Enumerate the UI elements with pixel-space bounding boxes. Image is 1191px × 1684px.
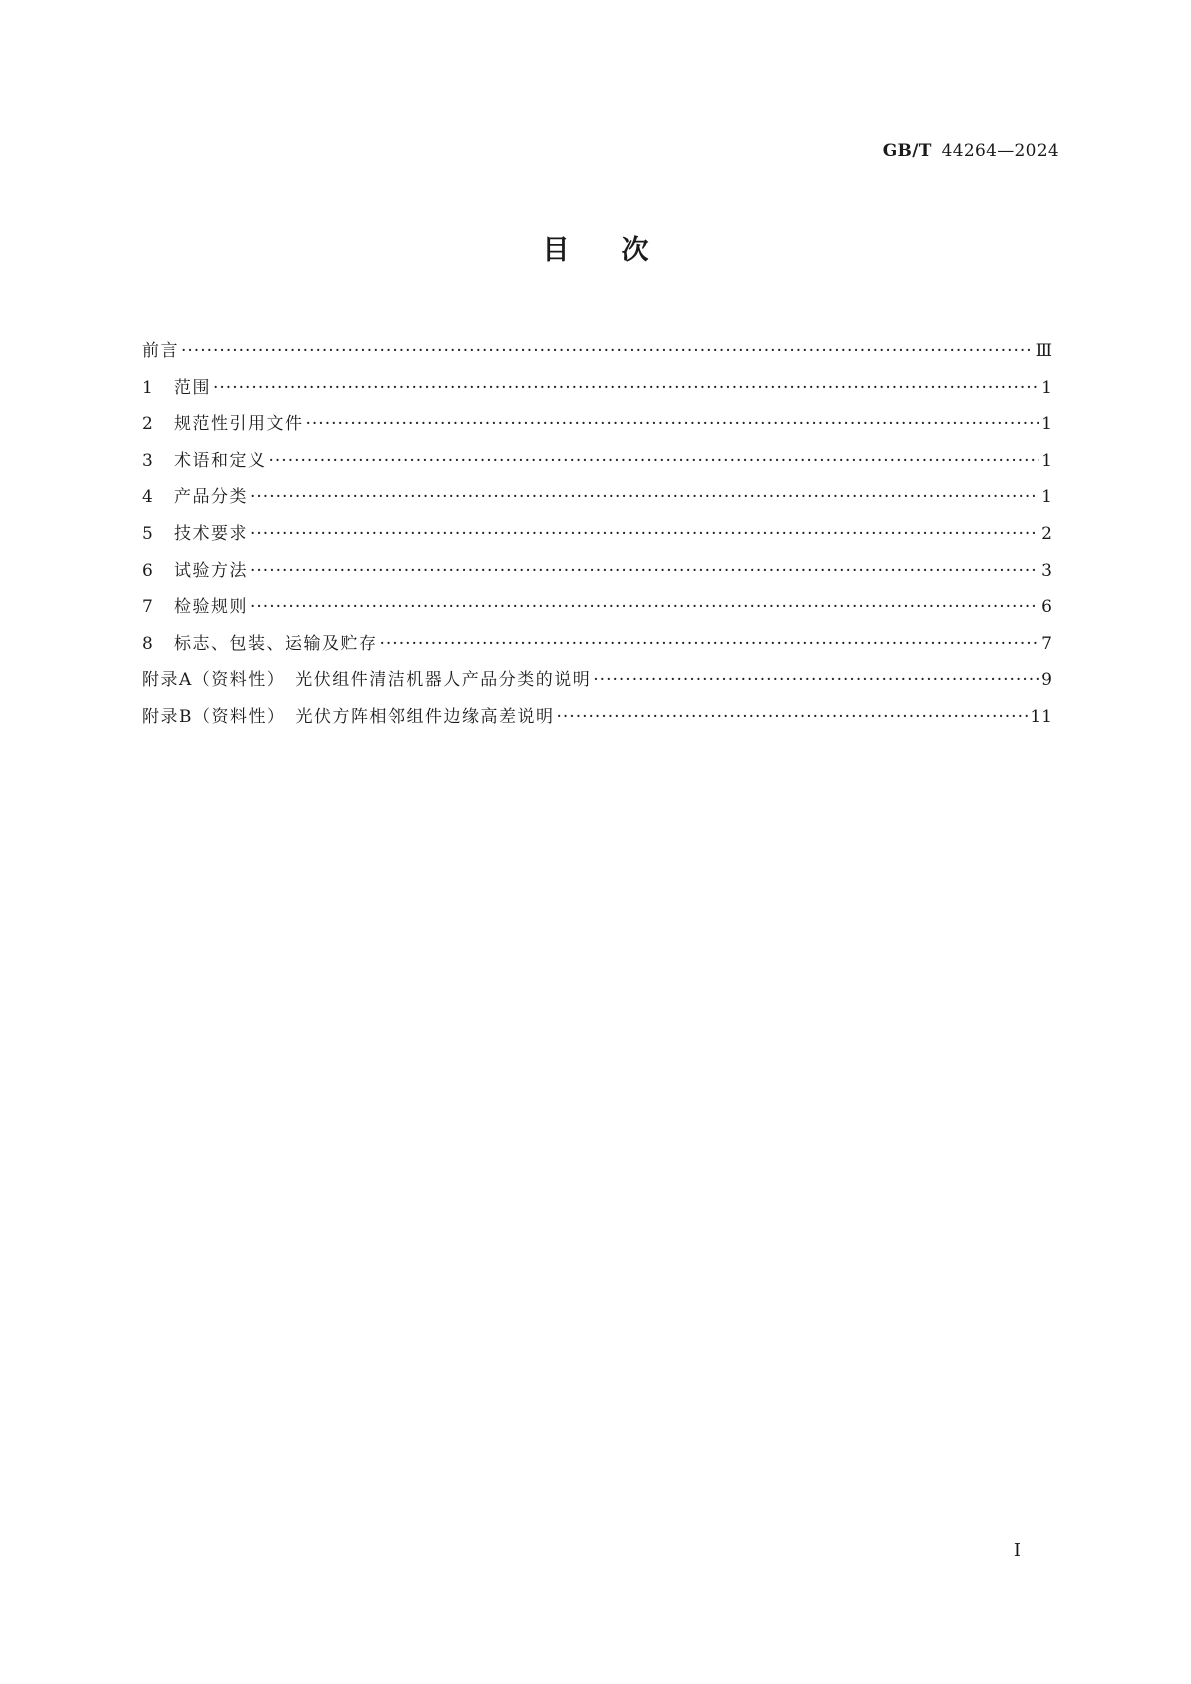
page-title: 目次 — [542, 235, 701, 266]
toc-leader-dots — [306, 414, 1040, 434]
toc-label: 规范性引用文件 — [174, 414, 304, 435]
toc-label: 术语和定义 — [174, 450, 267, 471]
toc-label: 附录A（资料性） 光伏组件清洁机器人产品分类的说明 — [142, 670, 592, 691]
toc-section-number: 7 — [142, 597, 155, 618]
toc-entry-6[interactable] — [142, 556, 1052, 593]
standard-code — [883, 141, 1059, 161]
toc-section-number: 3 — [142, 450, 155, 471]
standard-prefix: GB/T — [882, 141, 932, 161]
toc-label: 技术要求 — [174, 523, 248, 544]
toc-label: 标志、包装、运输及贮存 — [174, 633, 378, 654]
toc-page-number: 7 — [1041, 633, 1052, 654]
toc-page-number: 6 — [1041, 597, 1052, 618]
toc-page-number: 1 — [1041, 414, 1052, 435]
toc-entry-2[interactable] — [142, 409, 1052, 446]
toc-label: 范围 — [174, 377, 211, 398]
toc-leader-dots — [269, 451, 1040, 471]
toc-page-number: Ⅲ — [1035, 341, 1052, 361]
toc-page-number: 1 — [1041, 377, 1052, 398]
standard-number: 44264—2024 — [941, 141, 1059, 161]
toc-section-number: 1 — [142, 377, 155, 398]
toc-entry-foreword[interactable] — [142, 336, 1052, 373]
toc-leader-dots — [213, 378, 1039, 398]
toc-entry-8[interactable] — [142, 629, 1052, 666]
toc-page-number: 9 — [1041, 670, 1052, 691]
toc-leader-dots — [250, 524, 1039, 544]
toc-label: 试验方法 — [174, 560, 248, 581]
toc-entry-annex-a[interactable] — [142, 665, 1052, 702]
toc-label: 前言 — [142, 341, 179, 361]
toc-page-number: 11 — [1030, 706, 1052, 727]
toc-entry-1[interactable] — [142, 373, 1052, 410]
toc-section-number: 2 — [142, 414, 155, 435]
toc-label: 附录B（资料性） 光伏方阵相邻组件边缘高差说明 — [142, 706, 555, 727]
toc-label: 产品分类 — [174, 487, 248, 508]
table-of-contents — [142, 336, 1052, 739]
toc-page-number: 1 — [1041, 487, 1052, 508]
toc-leader-dots — [181, 341, 1034, 361]
toc-label: 检验规则 — [174, 597, 248, 618]
toc-leader-dots — [593, 670, 1039, 690]
toc-section-number: 5 — [142, 523, 155, 544]
toc-page-number: 1 — [1041, 450, 1052, 471]
toc-leader-dots — [557, 707, 1029, 727]
toc-entry-3[interactable] — [142, 446, 1052, 483]
toc-page-number: 3 — [1041, 560, 1052, 581]
toc-entry-7[interactable] — [142, 592, 1052, 629]
footer-page-number: Ⅰ — [1013, 1540, 1021, 1561]
toc-entry-5[interactable] — [142, 519, 1052, 556]
toc-section-number: 6 — [142, 560, 155, 581]
toc-section-number: 4 — [142, 487, 155, 508]
toc-leader-dots — [250, 561, 1039, 581]
toc-entry-annex-b[interactable] — [142, 702, 1052, 739]
toc-leader-dots — [380, 634, 1040, 654]
toc-leader-dots — [250, 487, 1039, 507]
toc-leader-dots — [250, 597, 1039, 617]
toc-entry-4[interactable] — [142, 482, 1052, 519]
toc-section-number: 8 — [142, 633, 155, 654]
toc-page-number: 2 — [1041, 523, 1052, 544]
